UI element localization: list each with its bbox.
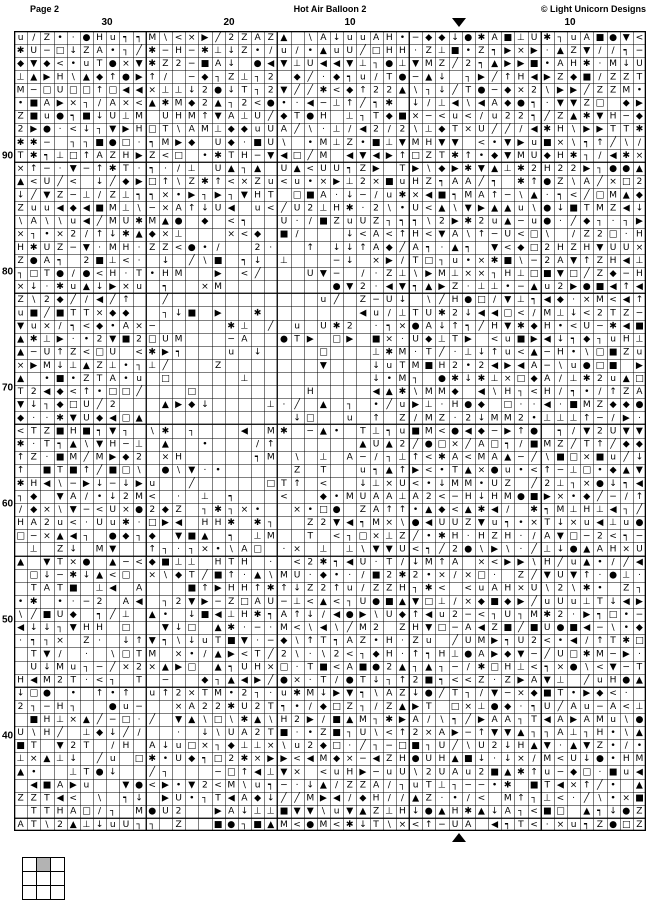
key-table — [22, 857, 65, 900]
key-cell — [37, 872, 51, 886]
column-number-3: 10 — [564, 17, 576, 28]
column-number-1: 20 — [223, 17, 235, 28]
bottom-center-marker-icon — [452, 833, 466, 842]
key-cell — [23, 858, 37, 872]
row-number-2: 70 — [2, 382, 14, 394]
row-number-0: 90 — [2, 150, 14, 162]
key-cell-filled — [37, 858, 51, 872]
copyright-notice: © Light Unicorn Designs — [540, 4, 646, 14]
stitch-key-swatch — [22, 857, 65, 900]
page-label: Page 2 — [30, 4, 60, 14]
column-number-2: 10 — [344, 17, 356, 28]
row-number-4: 50 — [2, 614, 14, 626]
stitch-grid — [14, 31, 646, 831]
key-cell — [23, 872, 37, 886]
page-header — [0, 4, 660, 18]
key-row — [23, 872, 65, 886]
key-row — [23, 858, 65, 872]
row-number-3: 60 — [2, 498, 14, 510]
key-cell — [37, 886, 51, 900]
row-number-1: 80 — [2, 266, 14, 278]
key-row — [23, 886, 65, 900]
key-cell — [51, 858, 65, 872]
stitch-grid-canvas — [14, 31, 646, 831]
column-number-ruler — [0, 17, 660, 31]
key-cell — [51, 872, 65, 886]
key-cell — [51, 886, 65, 900]
top-center-marker-icon — [452, 18, 466, 27]
key-cell — [23, 886, 37, 900]
chart-title: Hot Air Balloon 2 — [293, 4, 367, 14]
row-number-5: 40 — [2, 730, 14, 742]
column-number-0: 30 — [101, 17, 113, 28]
